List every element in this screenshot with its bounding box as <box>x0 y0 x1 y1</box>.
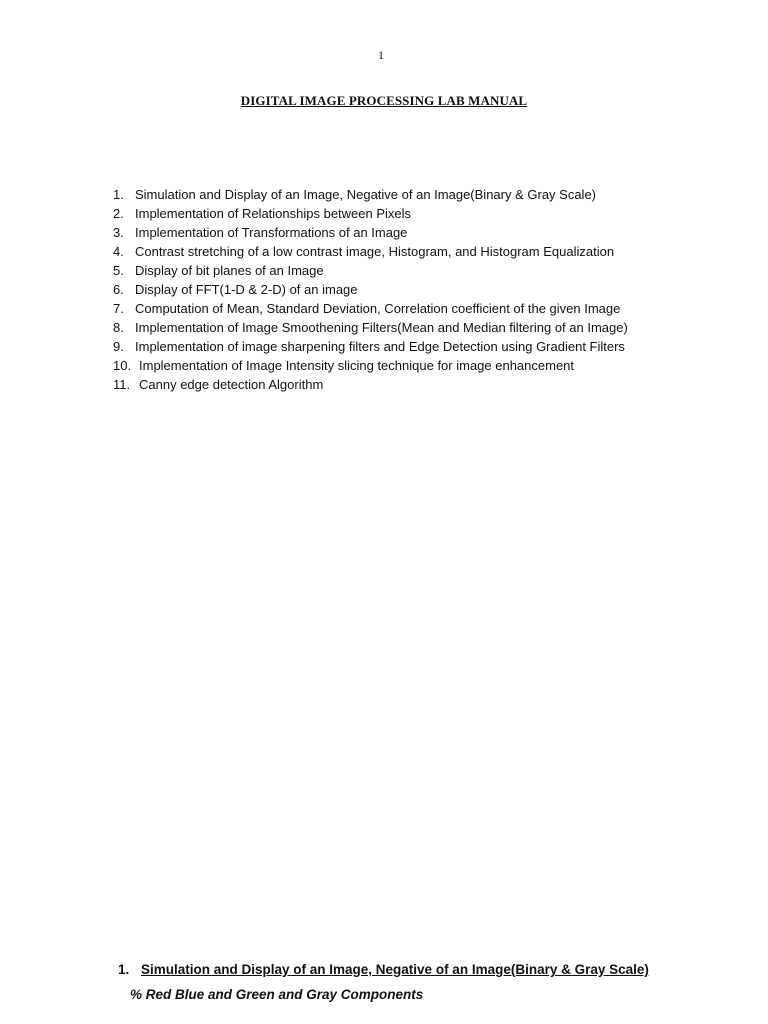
list-item-text: Display of FFT(1-D & 2-D) of an image <box>135 282 358 297</box>
list-item-number: 4. <box>113 244 124 259</box>
list-item-text: Display of bit planes of an Image <box>135 263 324 278</box>
code-comment: % Red Blue and Green and Gray Components <box>130 987 424 1002</box>
experiment-list <box>113 185 628 394</box>
list-item <box>113 356 628 375</box>
list-item-text: Contrast stretching of a low contrast image, Histogram, and Histogram Equalization <box>135 244 615 259</box>
list-item-text: Computation of Mean, Standard Deviation, Correlation coefficient of the given Image <box>135 301 621 316</box>
list-item-number: 2. <box>113 206 124 221</box>
section-number: 1. <box>118 962 130 977</box>
list-item-text: Canny edge detection Algorithm <box>139 377 324 392</box>
section-heading <box>118 962 649 977</box>
list-item-text: Implementation of Transformations of an Image <box>135 225 408 240</box>
list-item-number: 5. <box>113 263 124 278</box>
list-item <box>113 299 628 318</box>
list-item-number: 10. <box>113 358 132 373</box>
list-item <box>113 280 628 299</box>
list-item <box>113 337 628 356</box>
list-item-text: Implementation of Relationships between Pixels <box>135 206 412 221</box>
list-item <box>113 375 628 394</box>
list-item <box>113 318 628 337</box>
list-item <box>113 223 628 242</box>
list-item <box>113 204 628 223</box>
list-item-text: Simulation and Display of an Image, Negative of an Image(Binary & Gray Scale) <box>135 187 597 202</box>
list-item-number: 6. <box>113 282 124 297</box>
list-item <box>113 185 628 204</box>
list-item <box>113 261 628 280</box>
page-number: 1 <box>378 48 384 62</box>
list-item-number: 1. <box>113 187 124 202</box>
list-item-number: 9. <box>113 339 124 354</box>
list-item-number: 8. <box>113 320 124 335</box>
list-item-number: 11. <box>113 377 131 392</box>
list-item-number: 3. <box>113 225 124 240</box>
list-item-text: Implementation of image sharpening filters and Edge Detection using Gradient Filters <box>135 339 625 354</box>
list-item-number: 7. <box>113 301 124 316</box>
page-title: DIGITAL IMAGE PROCESSING LAB MANUAL <box>240 93 528 108</box>
list-item-text: Implementation of Image Smoothening Filters(Mean and Median filtering of an Image) <box>135 320 628 335</box>
list-item <box>113 242 628 261</box>
section-heading-text: Simulation and Display of an Image, Negative of an Image(Binary & Gray Scale) <box>141 962 649 977</box>
list-item-text: Implementation of Image Intensity slicing technique for image enhancement <box>139 358 575 373</box>
